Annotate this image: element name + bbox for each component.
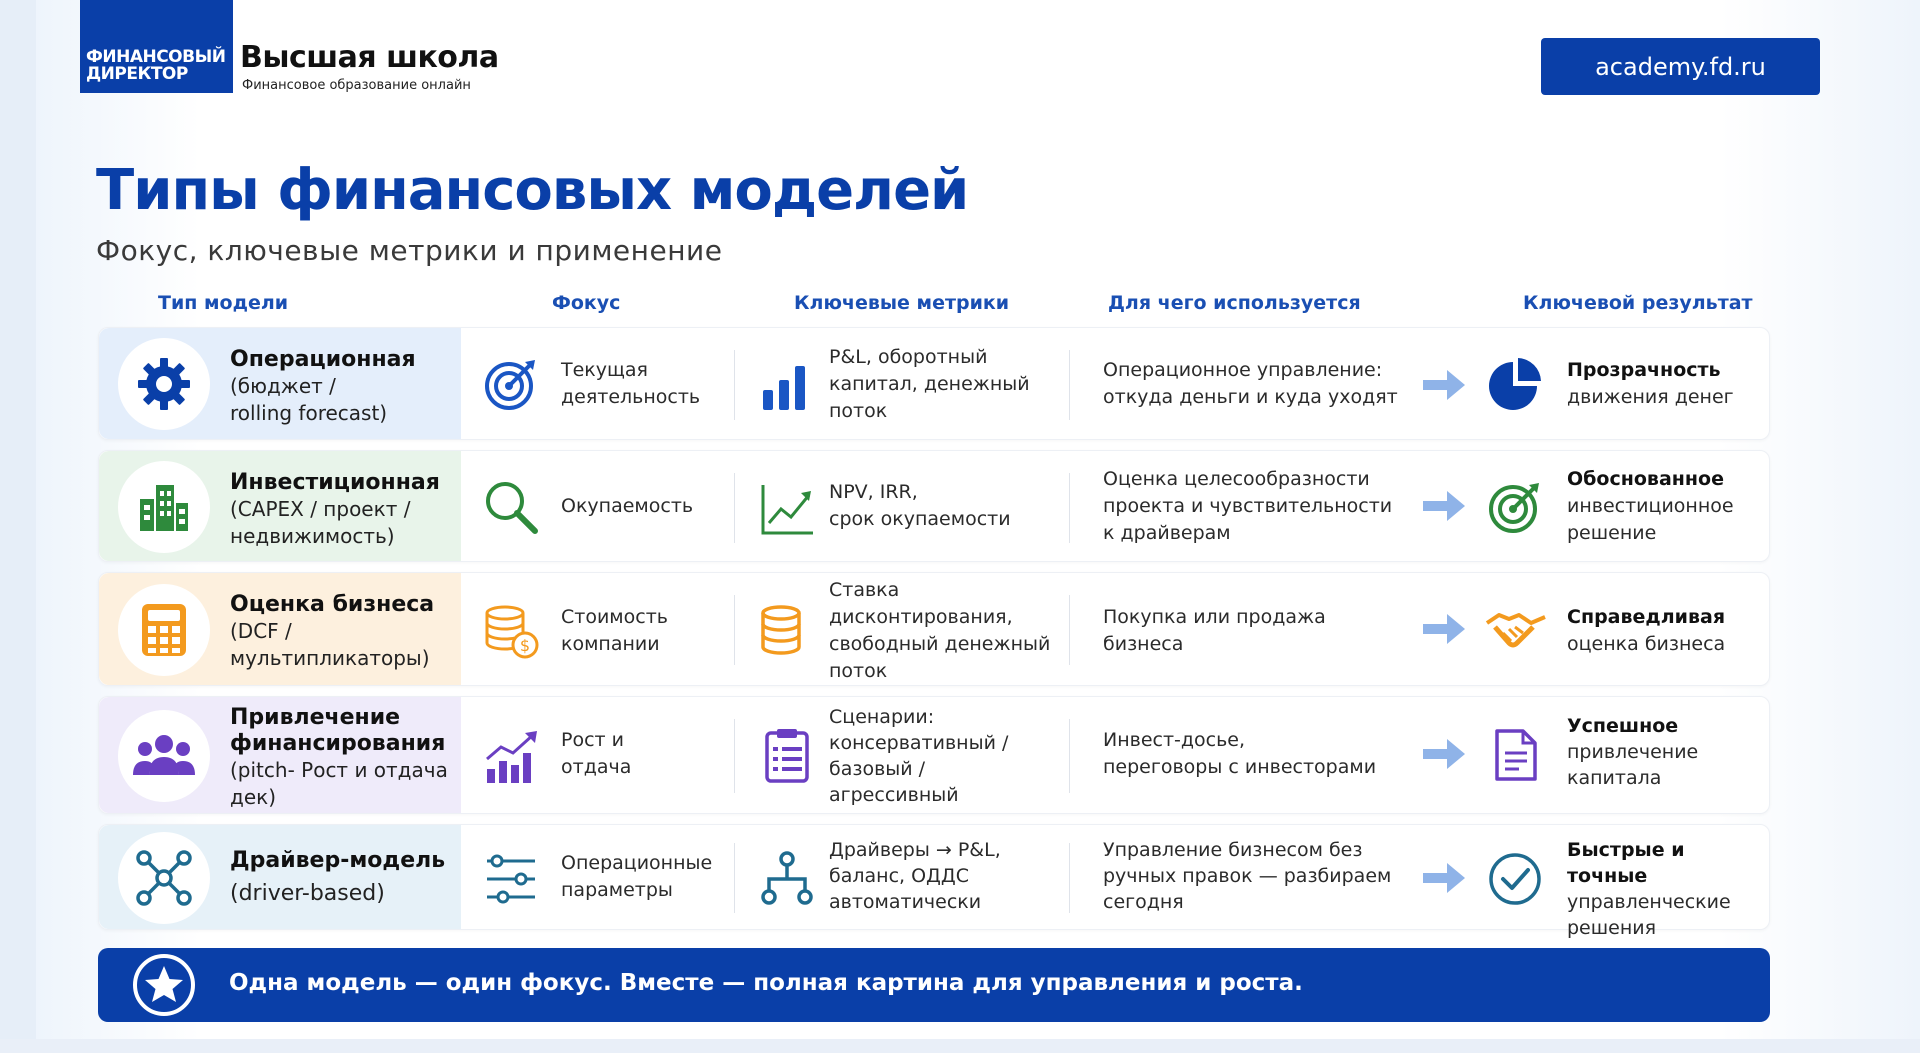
page-subtitle: Фокус, ключевые метрики и применение xyxy=(96,234,723,267)
row-type-cell xyxy=(99,451,461,561)
site-link-button[interactable]: academy.fd.ru xyxy=(1541,38,1820,95)
arrow-right-icon xyxy=(1423,737,1467,771)
type-icon-circle xyxy=(118,832,210,924)
usage-text: Оценка целесообразности проекта и чувствительности к драйверам xyxy=(1103,468,1393,544)
document-icon xyxy=(1487,727,1543,783)
type-name: Оценка бизнеса xyxy=(230,592,435,617)
metrics-text: NPV, IRR, срок окупаемости xyxy=(829,481,1011,530)
type-name: Драйвер-модель xyxy=(230,848,446,873)
result-title: Быстрые и точные xyxy=(1567,839,1685,887)
clipboard-icon xyxy=(759,727,815,783)
result-text xyxy=(1567,713,1698,791)
focus-text: Текущая деятельность xyxy=(561,359,701,408)
table-row xyxy=(98,450,1770,562)
buildings-icon xyxy=(136,479,192,535)
divider xyxy=(1069,473,1070,543)
hierarchy-icon xyxy=(759,851,815,907)
table-row xyxy=(98,696,1770,814)
check-circle-icon xyxy=(1487,851,1543,907)
column-header-focus: Фокус xyxy=(552,292,621,314)
table-row xyxy=(98,327,1770,440)
focus-text: Операционные параметры xyxy=(561,852,713,901)
summary-text: Одна модель — один фокус. Вместе — полная картина для управления и роста. xyxy=(229,970,1303,996)
type-icon-circle xyxy=(118,461,210,553)
divider xyxy=(734,473,735,543)
network-icon xyxy=(134,848,194,908)
type-icon-circle xyxy=(118,710,210,802)
arrow-right-icon xyxy=(1423,489,1467,523)
handshake-icon xyxy=(1485,603,1547,659)
left-strip xyxy=(0,0,36,1053)
database-icon xyxy=(759,603,815,659)
result-detail: оценка бизнеса xyxy=(1567,633,1726,655)
type-text xyxy=(230,346,416,427)
calculator-icon xyxy=(138,602,190,658)
school-title: Высшая школа xyxy=(240,40,499,75)
type-text xyxy=(230,469,440,550)
row-type-cell xyxy=(99,573,461,685)
metrics-text: Ставка дисконтирования, свободный денежный поток xyxy=(829,579,1051,682)
divider xyxy=(1069,843,1070,913)
metrics-text: Сценарии: консервативный / базовый / агрессивный xyxy=(829,706,1009,806)
usage-text: Операционное управление: откуда деньги и куда уходят xyxy=(1103,359,1398,408)
divider xyxy=(734,350,735,420)
coins-icon xyxy=(483,603,539,659)
type-name: Операционная xyxy=(230,347,416,372)
row-type-cell xyxy=(99,328,461,439)
focus-text: Стоимость компании xyxy=(561,606,668,655)
star-icon xyxy=(131,952,197,1018)
result-detail: привлечение капитала xyxy=(1567,741,1699,789)
table-row xyxy=(98,824,1770,939)
bar-chart-icon xyxy=(759,358,815,414)
result-text xyxy=(1567,604,1725,658)
arrow-right-icon xyxy=(1423,612,1467,646)
type-detail: (driver-based) xyxy=(230,881,385,906)
divider xyxy=(1069,595,1070,665)
line-chart-icon xyxy=(759,481,815,537)
logo xyxy=(80,0,233,93)
type-detail: (DCF / мультипликаторы) xyxy=(230,619,430,670)
result-title: Справедливая xyxy=(1567,606,1726,628)
result-detail: управленческие решения xyxy=(1567,891,1731,939)
type-detail: (pitch- Рост и отдача дек) xyxy=(230,758,448,809)
type-detail: (бюджет / rolling forecast) xyxy=(230,374,388,425)
type-text xyxy=(230,591,434,672)
type-icon-circle xyxy=(118,584,210,676)
gear-icon xyxy=(134,354,194,414)
column-header-type: Тип модели xyxy=(158,292,289,314)
usage-text: Покупка или продажа бизнеса xyxy=(1103,606,1326,655)
result-detail: движения денег xyxy=(1567,386,1734,408)
metrics-text: P&L, оборотный капитал, денежный поток xyxy=(829,346,1030,422)
svg-text:$: $ xyxy=(519,636,531,655)
magnifier-icon xyxy=(483,479,539,535)
row-type-cell xyxy=(99,825,461,929)
result-text xyxy=(1567,837,1769,941)
type-name: Привлечение финансирования xyxy=(230,705,446,756)
growth-chart-icon xyxy=(483,729,539,785)
result-title: Прозрачность xyxy=(1567,359,1721,381)
sliders-icon xyxy=(483,851,539,907)
table-row xyxy=(98,572,1770,686)
usage-text: Инвест-досье, переговоры с инвесторами xyxy=(1103,729,1377,778)
result-text xyxy=(1567,357,1734,411)
result-detail: инвестиционное решение xyxy=(1567,495,1734,544)
divider xyxy=(734,595,735,665)
school-subtitle: Финансовое образование онлайн xyxy=(242,78,471,93)
target-arrow-icon xyxy=(1487,479,1543,535)
column-header-usage: Для чего используется xyxy=(1108,292,1361,314)
type-text xyxy=(230,845,445,910)
target-icon xyxy=(483,356,539,412)
result-text xyxy=(1567,466,1734,547)
focus-text: Окупаемость xyxy=(561,495,694,517)
type-icon-circle xyxy=(118,338,210,430)
people-icon xyxy=(133,731,195,781)
arrow-right-icon xyxy=(1423,861,1467,895)
column-header-result: Ключевой результат xyxy=(1523,292,1753,314)
result-title: Успешное xyxy=(1567,715,1679,737)
type-detail: (CAPEX / проект / недвижимость) xyxy=(230,497,411,548)
logo-line-1: ФИНАНСОВЫЙ xyxy=(86,47,226,67)
divider xyxy=(1069,350,1070,420)
arrow-right-icon xyxy=(1423,368,1467,402)
result-title: Обоснованное xyxy=(1567,468,1724,490)
divider xyxy=(734,719,735,793)
type-name: Инвестиционная xyxy=(230,470,440,495)
type-text xyxy=(230,705,448,811)
divider xyxy=(734,843,735,913)
page-title: Типы финансовых моделей xyxy=(96,158,969,223)
row-type-cell xyxy=(99,697,461,813)
divider xyxy=(1069,719,1070,793)
column-header-metrics: Ключевые метрики xyxy=(794,292,1010,314)
pie-chart-icon xyxy=(1487,356,1543,412)
summary-banner xyxy=(98,948,1770,1022)
focus-text: Рост и отдача xyxy=(561,729,632,778)
metrics-text: Драйверы → P&L, баланс, ОДДС автоматически xyxy=(829,839,1001,913)
usage-text: Управление бизнесом без ручных правок — разбираем сегодня xyxy=(1103,839,1392,913)
logo-line-2: ДИРЕКТОР xyxy=(86,64,188,84)
